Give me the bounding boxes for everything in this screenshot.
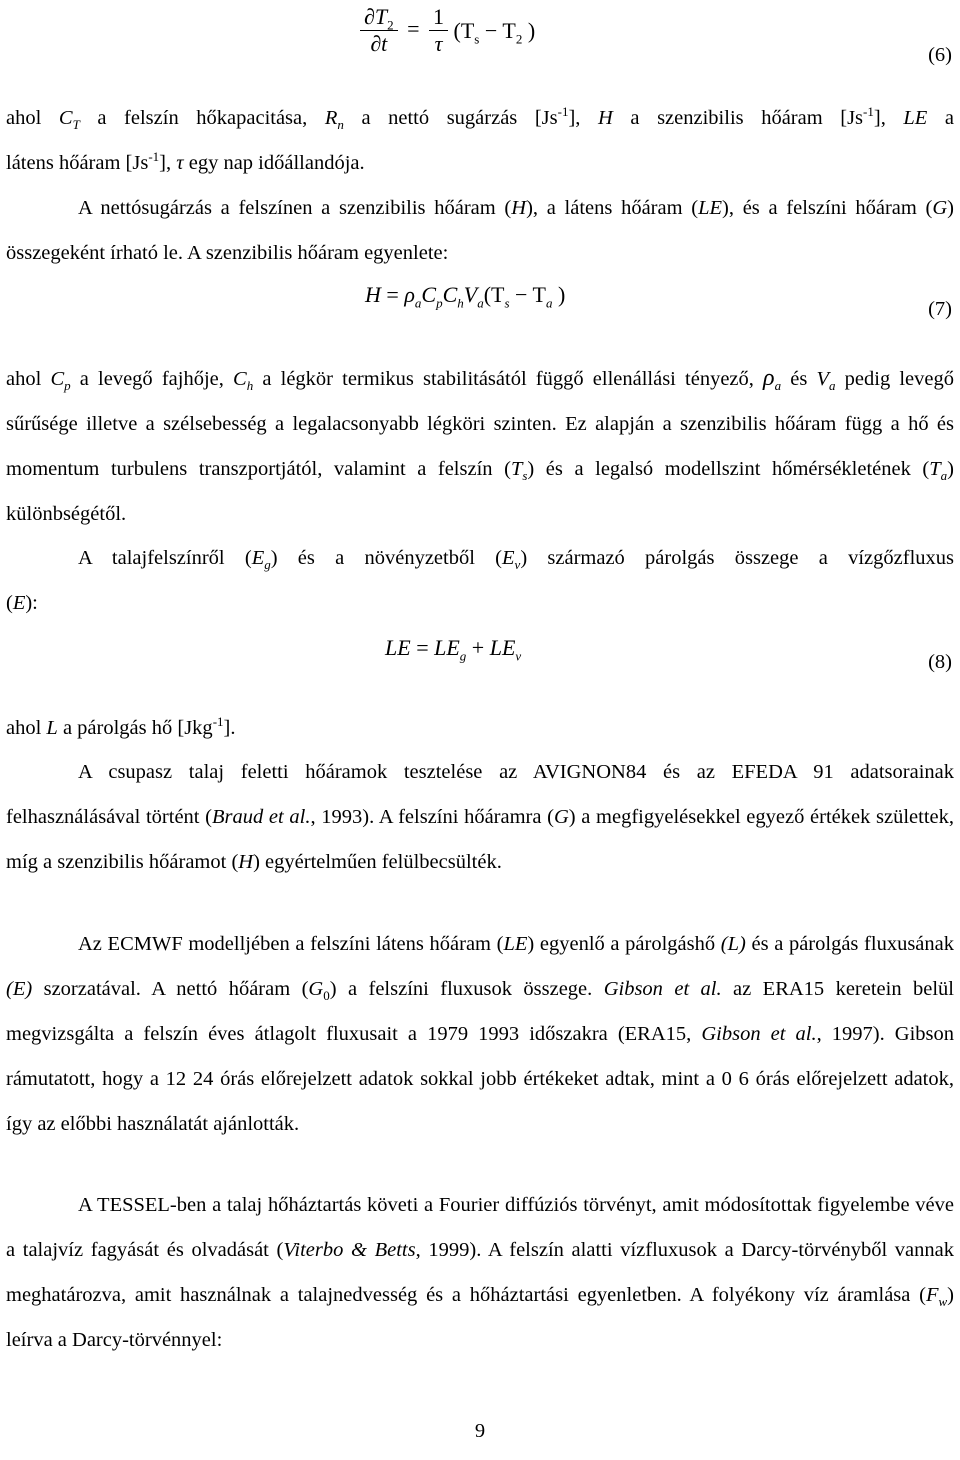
paragraph-1-line-2: látens hőáram $[Js^{-1}]$, τ egy nap időállandója. bbox=[6, 149, 365, 174]
paragraph-8: A TESSEL-ben a talaj hőháztartás követi a Fourier diffúziós törvényt, amit módosítottak figyelembe véve a talajvíz fagyását és olvadását (Viterbo & Betts, 1999). A felszín alatti vízfluxusok a Darcy-törvényből vannak meghatározva, amit használnak a talajnedvesség és a hőháztartási egyenletben. A folyékony víz áramlása $(F_w)$ leírva a Darcy-törvénnyel: bbox=[6, 1194, 955, 1351]
paragraph-1-line-1: ahol $C_T$ a felszín hőkapacitása, $R_n$ a nettó sugárzás $[Js^{-1}]$, H a szenzibilis hőáram $[Js^{-1}]$, LE a bbox=[6, 104, 955, 133]
equation-7-number: (7) bbox=[928, 298, 952, 320]
equation-6-number: (6) bbox=[928, 44, 952, 66]
fraction-1-tau: $\frac{1}{\tau}$ bbox=[429, 4, 448, 57]
equation-8: LE = $LE_g + LE_v$ bbox=[385, 635, 522, 664]
paragraph-7: Az ECMWF modelljében a felszíni látens hőáram (LE) egyenlő a párolgáshő (L) és a párolgás fluxusának (E) szorzatával. A nettó hőáram $(G_0)$ a felszíni fluxusok összege. Gibson et al. az ERA15 keretein belül megvizsgálta a felszín éves átlagolt fluxusait a 1979 1993 időszakra (ERA15, Gibson et al., 1997). Gibson rámutatott, hogy a 12 24 órás előrejelzett adatok sokkal jobb értékeket adtak, mint a 0 6 órás előrejelzett adatok, így az előbbi használatát ajánlották. bbox=[6, 933, 955, 1135]
fraction-dT2-dt: $\frac{\partial T_2}{\partial t}$ bbox=[360, 4, 398, 57]
paragraph-4-line-2: (E): bbox=[6, 592, 38, 614]
equation-8-number: (8) bbox=[928, 651, 952, 673]
paragraph-4-line-1: A talajfelszínről $(E_g)$ és a növényzetből $(E_v)$ származó párolgás összege a vízgőzfluxus bbox=[78, 547, 954, 573]
page-number: 9 bbox=[474, 1420, 486, 1442]
paragraph-5: ahol L a párolgás hő [Jkg$^{-1}$]. bbox=[6, 714, 236, 739]
paragraph-2: A nettósugárzás a felszínen a szenzibilis hőáram (H), a látens hőáram (LE), és a felszíni hőáram (G) összegeként írható le. A szenzibilis hőáram egyenlete: bbox=[6, 197, 954, 264]
paragraph-3: ahol $C_p$ a levegő fajhője, $C_h$ a légkör termikus stabilitásától függő ellenállási tényező, $\rho_a$ és $V_a$ pedig levegő sűrűsége illetve a szélsebesség a legalacsonyabb légköri szinten. Ez alapján a szenzibilis hőáram függ a hő és momentum turbulens transzportjától, valamint a felszín $(T_s)$ és a legalsó modellszint hőmérsékletének $(T_a)$ különbségétől. bbox=[6, 365, 954, 525]
paragraph-6: A csupasz talaj feletti hőáramok tesztelése az AVIGNON84 és az EFEDA 91 adatsorainak felhasználásával történt (Braud et al., 1993). A felszíni hőáramra (G) a megfigyelésekkel egyező értékek születtek, míg a szenzibilis hőáramot (H) egyértelműen felülbecsülték. bbox=[6, 761, 954, 873]
equation-6: $\frac{\partial T_2}{\partial t}$ = $\frac{1}{\tau}$ ($T_s - T_2$ ) bbox=[360, 4, 535, 57]
equation-7: $H = \rho_aC_pC_hV_a(T_s - T_a$ ) bbox=[365, 282, 566, 311]
